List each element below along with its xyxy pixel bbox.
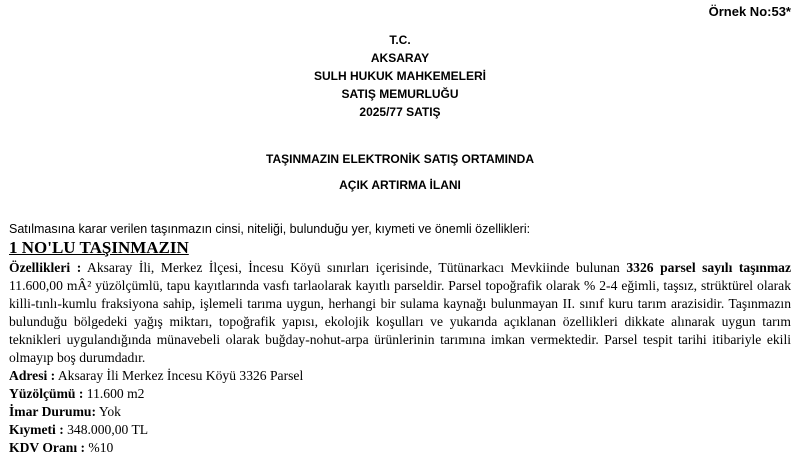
property-details xyxy=(9,259,791,457)
field-label: KDV Oranı : xyxy=(9,440,86,455)
field-value: Aksaray İli Merkez İncesu Köyü 3326 Parsel xyxy=(55,368,304,383)
field-value: 11.600 m2 xyxy=(83,386,145,401)
field-vat-rate xyxy=(9,439,791,457)
field-value: 348.000,00 TL xyxy=(63,422,149,437)
header-line-city: AKSARAY xyxy=(370,51,430,65)
field-label: İmar Durumu: xyxy=(9,404,96,419)
features-text-after: 11.600,00 mÂ² yüzölçümlü, tapu kayıtlarında vasfı tarlaolarak kayıtlı parseldir. Parsel topoğrafik olarak % 2-4 eğimli, taşsız, strüktürel olarak killi-tınlı-kumlu fraksiyona sahip, işlemeli tarıma uygun, herhangi bir sulama kaynağı bulunmayan II. sınıf kuru tarım arazisidir. Taşınmazın bulunduğu bölgedeki yağış miktarı, topoğrafik yapısı, ekolojik koşulları ve yukarıda açıklanan özellikleri dikkate alınarak uygun tarım teknikleri uygulandığında münavebeli olarak buğday-nohut-arpa ürünlerinin tarımına imkan vermektedir. Parsel tespit tarihi itibariyle ekili olmayıp boş durumdadır. xyxy=(9,278,791,365)
header-line-case-no: 2025/77 SATIŞ xyxy=(359,105,441,119)
title-line-1: TAŞINMAZIN ELEKTRONİK SATIŞ ORTAMINDA xyxy=(266,152,534,166)
field-label: Yüzölçümü : xyxy=(9,386,84,401)
features-parcel-bold: 3326 parsel sayılı taşınmaz xyxy=(626,260,791,275)
header-line-office: SATIŞ MEMURLUĞU xyxy=(341,87,459,101)
field-value-appraisal xyxy=(9,421,791,439)
form-number: Örnek No:53* xyxy=(708,4,791,19)
field-address xyxy=(9,367,791,385)
court-header xyxy=(0,31,800,121)
section-heading: 1 NO'LU TAŞINMAZIN xyxy=(9,238,189,257)
field-zoning xyxy=(9,403,791,421)
field-label: Kıymeti : xyxy=(9,422,64,437)
intro-text: Satılmasına karar verilen taşınmazın cinsi, niteliği, bulunduğu yer, kıymeti ve önemli özellikleri: xyxy=(9,222,531,236)
field-label: Adresi : xyxy=(9,368,56,383)
header-line-tc: T.C. xyxy=(389,33,411,47)
title-line-2: AÇIK ARTIRMA İLANI xyxy=(339,178,461,192)
features-text-before: Aksaray İli, Merkez İlçesi, İncesu Köyü sınırları içerisinde, Tütünarkacı Mevkiinde bulunan xyxy=(81,260,627,275)
field-value: Yok xyxy=(95,404,121,419)
features-label: Özellikleri : xyxy=(9,260,82,275)
field-area xyxy=(9,385,791,403)
features-paragraph xyxy=(9,259,791,367)
announcement-title xyxy=(0,151,800,203)
header-line-court: SULH HUKUK MAHKEMELERİ xyxy=(314,69,486,83)
field-value: %10 xyxy=(85,440,114,455)
